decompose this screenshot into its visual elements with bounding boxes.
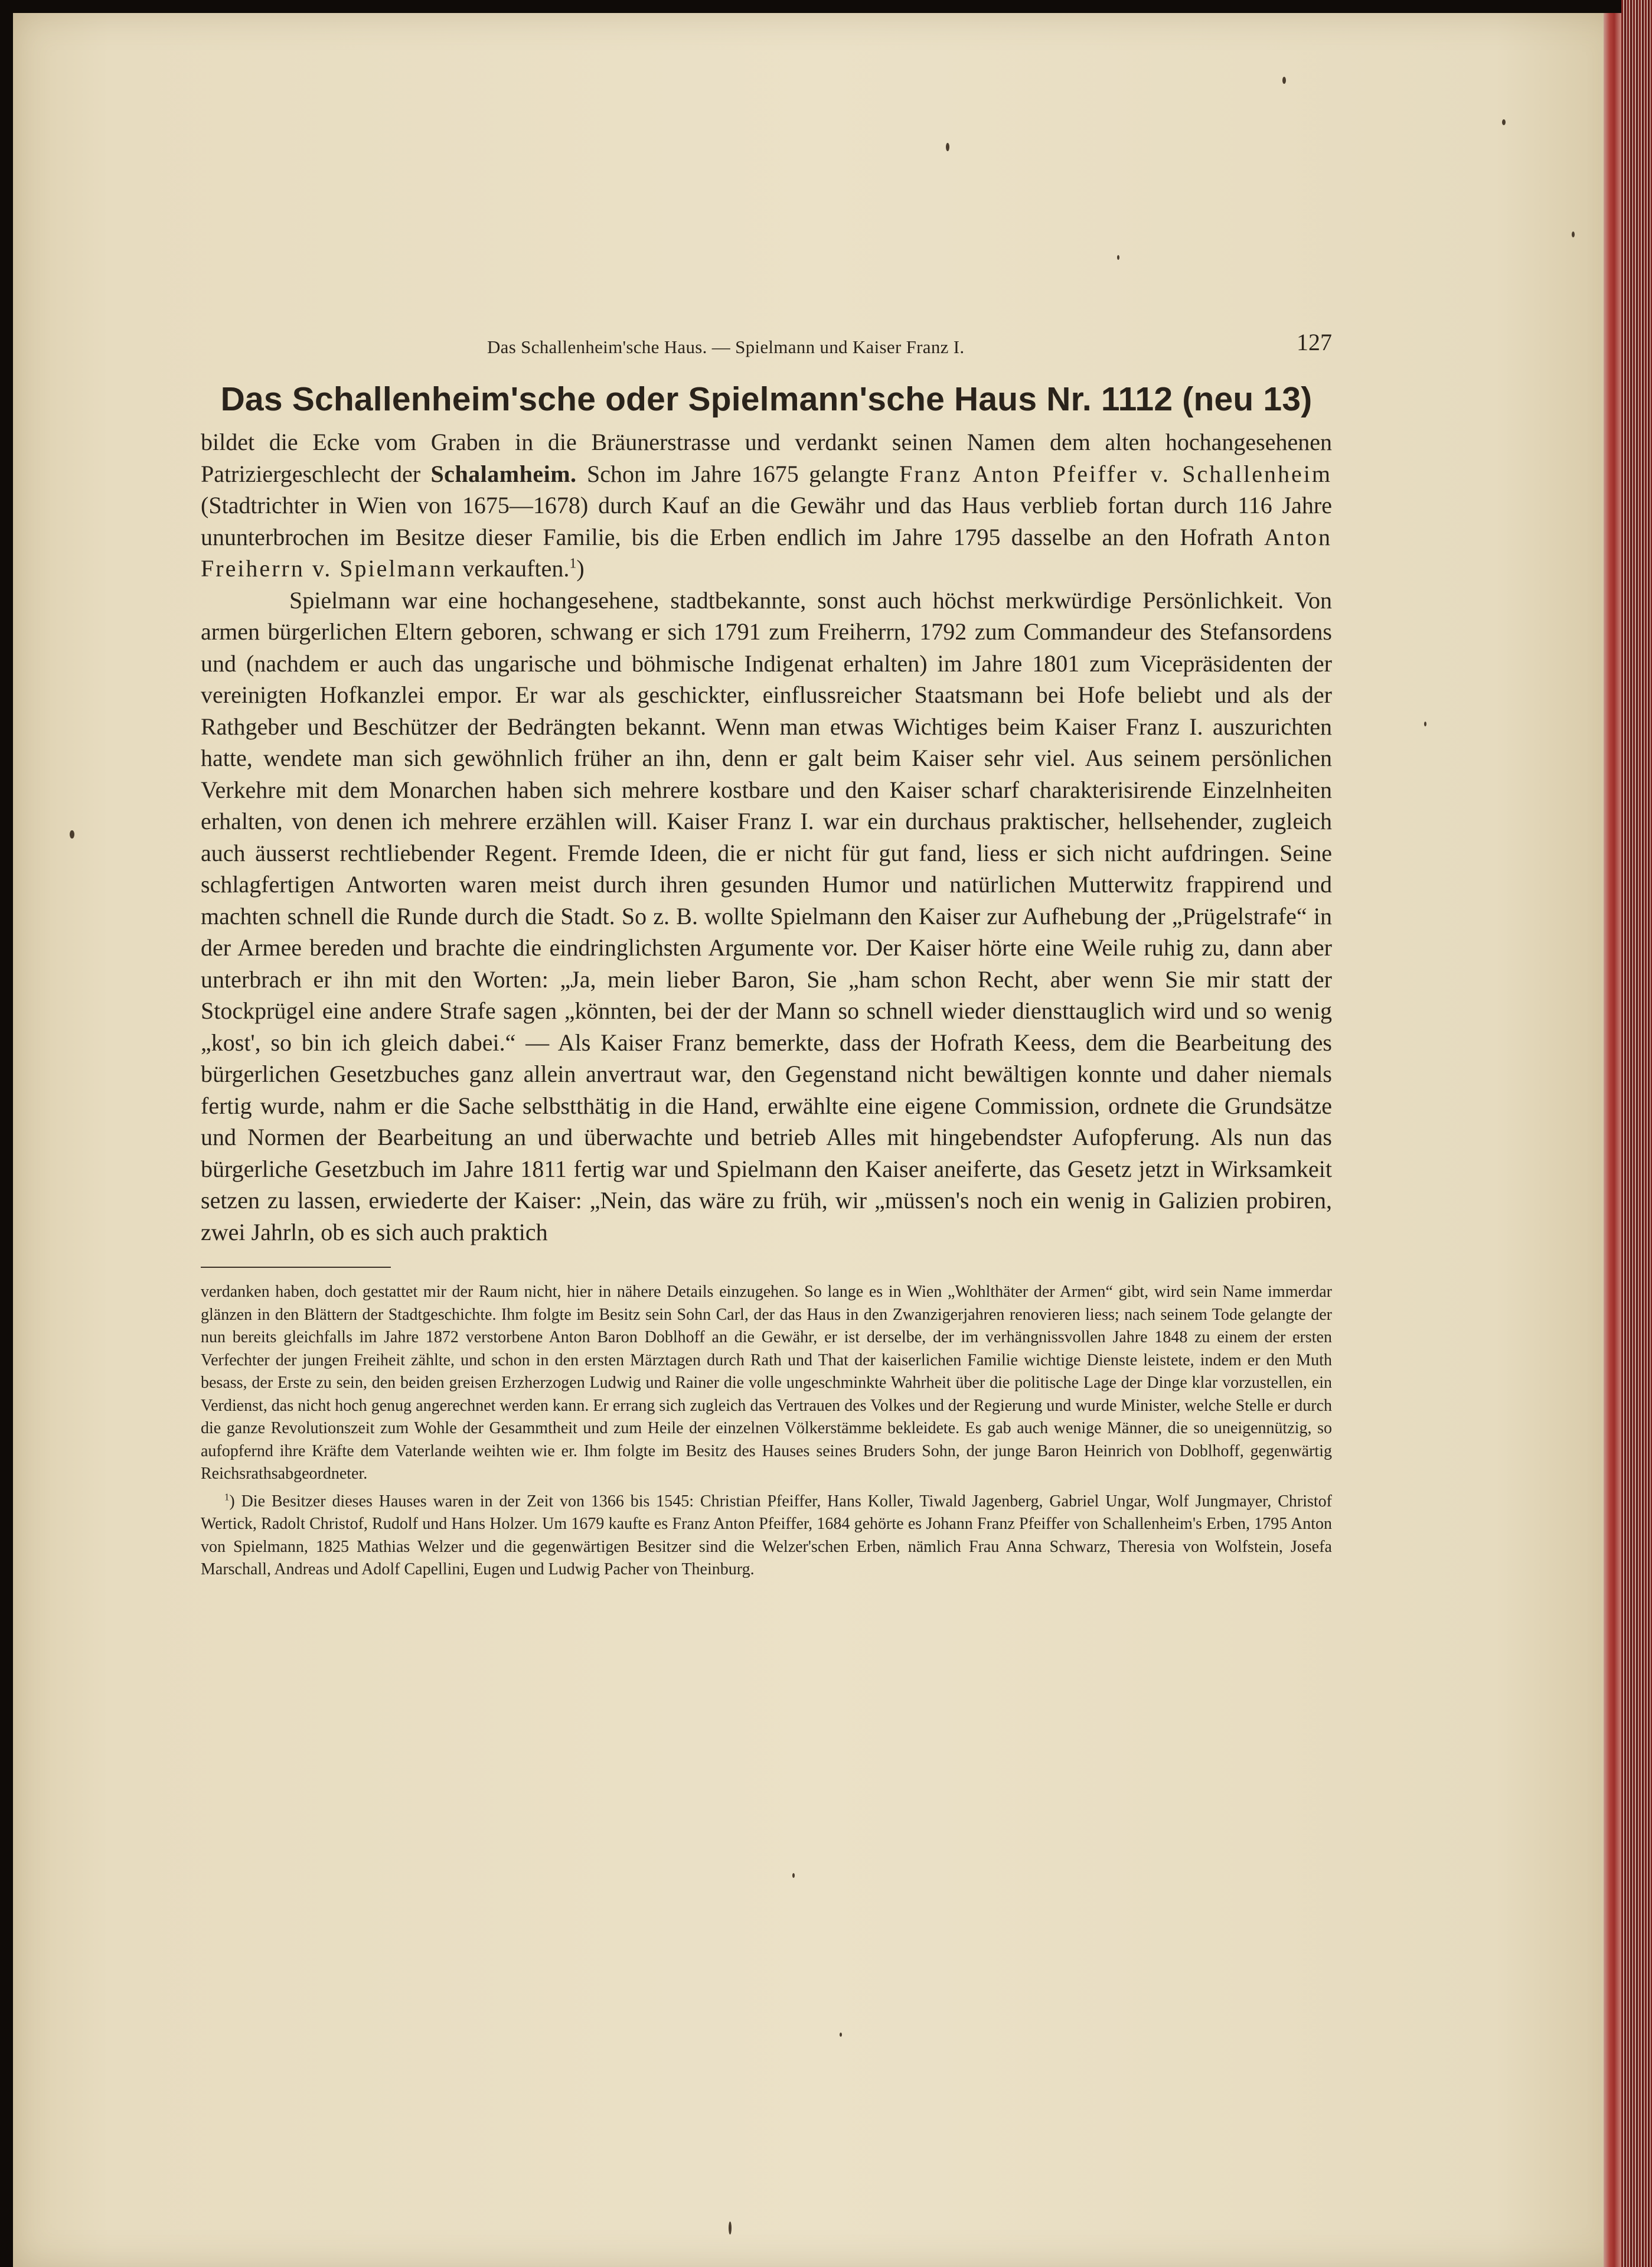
paper-speck xyxy=(729,2222,732,2235)
spaced-name: Franz Anton Pfeiffer v. Schallenheim xyxy=(899,460,1332,487)
fraktur-family-name: Schalamheim. xyxy=(430,460,577,487)
running-head xyxy=(201,328,1332,364)
paragraph-1 xyxy=(201,426,1332,585)
paragraph-1-text: ) xyxy=(576,555,585,582)
paragraph-2: Spielmann war eine hochangesehene, stadtbekannte, sonst auch höchst merkwürdige Persönlichkeit. Von armen bürgerlichen Eltern geboren, schwang er sich 1791 zum Freiherrn, 1792 zum Commandeur des Stefansordens und (nachdem er auch das ungarische und böhmische Indigenat erhalten) im Jahre 1801 zum Vicepräsidenten der vereinigten Hofkanzlei empor. Er war als geschickter, einflussreicher Staatsmann bei Hofe beliebt und als der Rathgeber und Beschützer der Bedrängten bekannt. Wenn man etwas Wichtiges beim Kaiser Franz I. auszurichten hatte, wendete man sich gewöhnlich früher an ihn, denn er galt beim Kaiser sehr viel. Aus seinem persönlichen Verkehre mit dem Monarchen haben sich mehrere kostbare und den Kaiser scharf charakterisirende Einzelnheiten erhalten, von denen ich mehrere erzählen will. Kaiser Franz I. war ein durchaus praktischer, hellsehender, zugleich auch äusserst rechtliebender Regent. Fremde Ideen, die er nicht für gut fand, liess er sich nicht aufdringen. Seine schlagfertigen Antworten waren meist durch ihren gesunden Humor und natürlichen Mutterwitz frappirend und machten schnell die Runde durch die Stadt. So z. B. wollte Spielmann den Kaiser zur Aufhebung der „Prügelstrafe“ in der Armee bereden und brachte die eindringlichsten Argumente vor. Der Kaiser hörte eine Weile ruhig zu, dann aber unterbrach er ihn mit den Worten: „Ja, mein lieber Baron, Sie „ham schon Recht, aber wenn Sie mir statt der Stockprügel eine andere Strafe sagen „könnten, bei der der Mann so schnell wieder diensttauglich wird und so wenig „kost', so bin ich gleich dabei.“ — Als Kaiser Franz bemerkte, dass der Hofrath Keess, dem die Bearbeitung des bürgerlichen Gesetzbuches ganz allein anvertraut war, den Gegenstand nicht bewältigen konnte und daher niemals fertig wurde, nahm er die Sache selbstthätig in die Hand, erwählte eine eigene Commission, ordnete die Grundsätze und Normen der Bearbeitung an und überwachte und betrieb Alles mit hingebendster Aufopferung. Als nun das bürgerliche Gesetzbuch im Jahre 1811 fertig war und Spielmann den Kaiser aneiferte, das Gesetz jetzt in Wirksamkeit setzen zu lassen, erwiederte der Kaiser: „Nein, das wäre zu früh, wir „müssen's noch ein wenig in Galizien probiren, zwei Jahrln, ob es sich auch praktich xyxy=(201,586,1332,1245)
spaced-name: Anton Freiherrn v. Spielmann xyxy=(201,523,1332,582)
paragraph-1-text: verkauften. xyxy=(456,555,570,582)
paper-speck xyxy=(1117,255,1119,260)
footnote-reference: 1 xyxy=(569,556,577,572)
footnote-divider xyxy=(201,1267,391,1268)
page-number: 127 xyxy=(1297,329,1332,355)
footnote-marker: 1 xyxy=(224,1491,230,1503)
footnotes xyxy=(201,1281,1332,1581)
chapter-heading: Das Schallenheim'sche oder Spielmann'sche Haus Nr. 1112 (neu 13) xyxy=(220,380,1313,418)
paper-speck xyxy=(1282,77,1286,84)
paragraph-1-text: Schon im Jahre 1675 gelangte xyxy=(576,460,900,487)
paper-speck xyxy=(946,143,949,151)
footnote-1 xyxy=(201,1490,1332,1581)
paragraph-1-text: (Stadtrichter in Wien von 1675—1678) durch Kauf an die Gewähr und das Haus verblieb fortan durch 116 Jahre ununterbrochen im Besitze dieser Familie, bis die Erben endlich im Jahre 1795 dasselbe an den Hofrath xyxy=(201,492,1332,550)
book-spine-edge xyxy=(1621,0,1652,2267)
paragraph-1-text: bildet die Ecke vom Graben in die Bräunerstrasse und verdankt seinen Namen dem alten hochangesehenen Patriziergeschlecht der xyxy=(201,429,1332,487)
paper-speck xyxy=(1424,722,1426,726)
footnote-continuation: verdanken haben, doch gestattet mir der Raum nicht, hier in nähere Details einzugehen. So lange es in Wien „Wohlthäter der Armen“ gibt, wird sein Name immerdar glänzen in den Blättern der Stadtgeschichte. Ihm folgte im Besitz sein Sohn Carl, der das Haus in den Zwanzigerjahren renovieren liess; nach seinem Tode gelangte der nun bereits gleichfalls im Jahre 1872 verstorbene Anton Baron Doblhoff an die Gewähr, er ist derselbe, der im verhängnissvollen Jahre 1848 zu einem der ersten Verfechter der jungen Freiheit zählte, und schon in den ersten Märztagen durch Rath und That der kaiserlichen Familie wichtige Dienste leistete, indem er den Muth besass, der Erste zu sein, den beiden greisen Erzherzogen Ludwig und Rainer die volle ungeschminkte Wahrheit über die politische Lage der Dinge klar vorzustellen, ein Verdienst, das nicht hoch genug angerechnet werden kann. Er errang sich zugleich das Vertrauen des Volkes und der Regierung und wurde Minister, welche Stelle er durch die ganze Revolutionszeit zum Wohle der Gesammtheit und zum Heile der einzelnen Völkerstämme bekleidete. Es gab auch wenige Männer, die so uneigennützig, so aufopfernd ihre Kräfte dem Vaterlande weihten wie er. Ihm folgte im Besitz des Hauses seines Bruders Sohn, der junge Baron Heinrich von Doblhoff, gegenwärtig Reichsrathsabgeordneter. xyxy=(201,1283,1332,1483)
paper-speck xyxy=(792,1873,795,1878)
paper-speck xyxy=(1572,231,1575,237)
body-text xyxy=(201,426,1332,1248)
red-book-edge xyxy=(1604,13,1621,2267)
paper-speck xyxy=(1502,119,1506,125)
footnote-1-text: ) Die Besitzer dieses Hauses waren in der Zeit von 1366 bis 1545: Christian Pfeiffer, Hans Koller, Tiwald Jagenberg, Gabriel Ungar, Wolf Jungmayer, Christof Wertick, Radolt Christof, Rudolf und Hans Holzer. Um 1679 kaufte es Franz Anton Pfeiffer, 1684 gehörte es Johann Franz Pfeiffer von Schallenheim's Erben, 1795 Anton von Spielmann, 1825 Mathias Welzer und die gegenwärtigen Besitzer sind die Welzer'schen Erben, nämlich Frau Anna Schwarz, Theresia von Wolfstein, Josefa Marschall, Andreas und Adolf Capellini, Eugen und Ludwig Pacher von Theinburg. xyxy=(201,1492,1332,1579)
paper-speck xyxy=(70,830,74,839)
text-block xyxy=(201,328,1332,1581)
paper-speck xyxy=(840,2033,842,2037)
running-head-title: Das Schallenheim'sche Haus. — Spielmann und Kaiser Franz I. xyxy=(487,337,965,357)
